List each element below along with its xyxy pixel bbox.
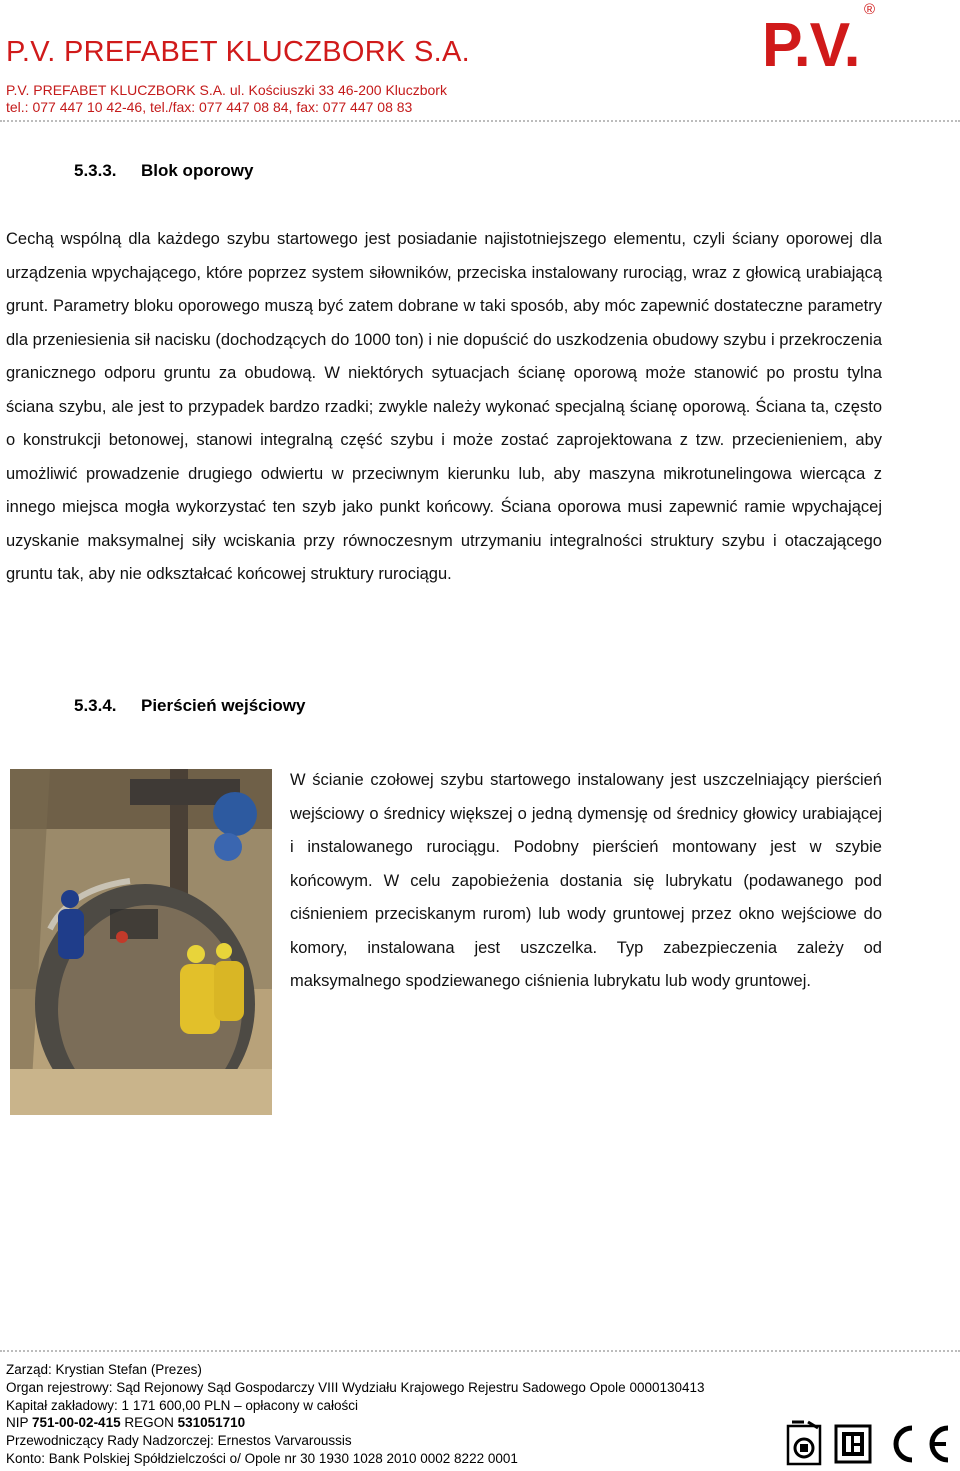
section-heading-5-3-3	[74, 161, 253, 181]
section-heading-5-3-4	[74, 696, 305, 716]
registered-mark-icon: ®	[864, 1, 876, 18]
header-divider	[0, 120, 960, 122]
pv-logo: P.V.	[762, 11, 860, 80]
section-body-5-3-4: W ścianie czołowej szybu startowego instalowany jest uszczelniający pierścień wejściowy o średnicy większej o jedną dymensję od średnicy głowicy urabiającej i instalowanego rurociągu. Podobny pierścień montowany jest w szybie końcowym. W celu zapobieżenia dostania się lubrykatu (podawanego pod ciśnieniem przeciskanym rurom) lub wody gruntowej przez okno wejściowe do komory, instalowana jest uszczelka. Typ zabezpieczenia zależy od maksymalnego spodziewanego ciśnienia lubrykatu lub wody gruntowej.	[290, 771, 882, 990]
footer-bank: Konto: Bank Polskiej Spółdzielczości o/ Opole nr 30 1930 1028 2010 0002 8222 0001	[6, 1450, 518, 1466]
regon-value: 531051710	[177, 1415, 246, 1431]
company-name: P.V. PREFABET KLUCZBORK S.A.	[6, 36, 470, 68]
footer-board: Zarząd: Krystian Stefan (Prezes)	[6, 1362, 202, 1377]
footer-registry: Organ rejestrowy: Sąd Rejonowy Sąd Gospodarczy VIII Wydziału Krajowego Rejestru Sadowego Opole 0000130413	[6, 1379, 705, 1395]
company-phones: tel.: 077 447 10 42-46, tel./fax: 077 447 08 84, fax: 077 447 08 83	[6, 99, 413, 115]
footer-supervisory: Przewodniczący Rady Nadzorczej: Ernestos Varvaroussis	[6, 1433, 352, 1449]
construction-photo	[10, 769, 272, 1115]
footer-divider	[0, 1350, 960, 1352]
section-title: Blok oporowy	[141, 161, 254, 180]
certification-marks	[786, 1420, 956, 1466]
building-cert-icon	[836, 1426, 870, 1462]
footer-ids	[6, 1414, 705, 1432]
section-title: Pierścień wejściowy	[141, 696, 306, 715]
nip-value: 751-00-02-415	[32, 1415, 121, 1431]
regon-label: REGON	[120, 1415, 178, 1431]
b-quality-mark-icon	[788, 1422, 820, 1464]
nip-label: NIP	[6, 1415, 33, 1431]
company-footer	[6, 1361, 705, 1468]
footer-capital: Kapitał zakładowy: 1 171 600,00 PLN – opłacony w całości	[6, 1397, 358, 1413]
section-number: 5.3.3.	[74, 161, 117, 180]
ce-mark-icon	[896, 1428, 948, 1460]
section-number: 5.3.4.	[74, 696, 117, 715]
section-body-5-3-3: Cechą wspólną dla każdego szybu startowego jest posiadanie najistotniejszego elementu, czyli ściany oporowej dla urządzenia wpychającego, które poprzez system siłowników, przeciska instalowany rurociąg, wraz z głowicą urabiającą grunt. Parametry bloku oporowego muszą być zatem dobrane w taki sposób, aby móc zapewnić dostateczne parametry dla przeniesienia sił nacisku (dochodzących do 1000 ton) i nie dopuścić do uszkodzenia obudowy szybu i przekroczenia granicznego odporu gruntu za obudową. W niektórych sytuacjach ścianę oporową może stanowić po prostu tylna ściana szybu, ale jest to przypadek bardzo rzadki; zwykle należy wykonać specjalną ścianę oporową. Ściana ta, często o konstrukcji betonowej, stanowi integralną część szybu i może zostać zaprojektowana z tzw. przecienieniem, aby umożliwić prowadzenie drugiego odwiertu w przeciwnym kierunku lub, aby maszyna mikrotunelingowa wiercąca z innego miejsca mogła wykorzystać ten szyb jako punkt końcowy. Ściana oporowa musi zapewnić ramie wpychającej uzyskanie maksymalnej siły wciskania przy równoczesnym utrzymaniu integralności struktury szybu i otaczającego gruntu tak, aby nie odkształcać końcowej struktury rurociągu.	[6, 230, 882, 583]
company-address: P.V. PREFABET KLUCZBORK S.A. ul. Kościuszki 33 46-200 Kluczbork	[6, 82, 447, 98]
